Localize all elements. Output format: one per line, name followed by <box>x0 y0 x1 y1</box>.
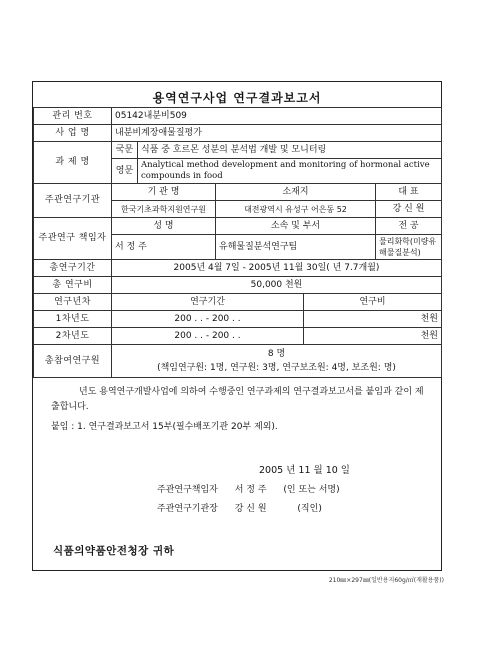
row-budget <box>34 277 442 294</box>
sign2-note: (직인) <box>297 504 322 514</box>
signature-institution <box>157 501 480 514</box>
institution-h-name: 기 관 명 <box>112 184 216 201</box>
years-label: 연구년차 <box>34 294 112 311</box>
institution-h-rep: 대 표 <box>376 184 442 201</box>
report-form <box>32 81 442 571</box>
project-value: 내분비계장애물질평가 <box>112 125 442 142</box>
row-researcher-head <box>34 218 442 235</box>
paper-spec-footer: 210㎜×297㎜(일반용지60g/㎡(재활용품)) <box>328 577 444 584</box>
budget-value: 50,000 천원 <box>112 277 442 294</box>
addressee: 식품의약품안전청장 귀하 <box>53 545 175 557</box>
year2-period: 200 . . - 200 . . <box>112 328 304 345</box>
row-staff <box>34 345 442 378</box>
task-label: 과 제 명 <box>34 142 112 184</box>
year2-label: 2차년도 <box>34 328 112 345</box>
sign1-note: (인 또는 서명) <box>283 485 340 495</box>
mgmt-no-label: 관리 번호 <box>34 108 112 125</box>
staff-detail: (책임연구원: 1명, 연구원: 3명, 연구보조원: 4명, 보조원: 명) <box>157 363 396 373</box>
institution-name: 한국기초과학지원연구원 <box>112 201 216 218</box>
sign2-role: 주관연구기관장 <box>157 504 218 514</box>
researcher-h-dept: 소속 및 부서 <box>216 218 376 235</box>
sign1-role: 주관연구책임자 <box>157 485 218 495</box>
row-mgmt-no <box>34 108 442 125</box>
staff-label: 총참여연구원 <box>34 345 112 378</box>
row-year-2 <box>34 328 442 345</box>
row-institution-head <box>34 184 442 201</box>
task-ko-value: 식품 중 호르몬 성분의 분석법 개발 및 모니터링 <box>138 142 442 159</box>
researcher-dept: 유해물질분석연구팀 <box>216 235 376 260</box>
row-years-head <box>34 294 442 311</box>
institution-rep: 강 신 원 <box>376 201 442 218</box>
sign2-name: 강 신 원 <box>234 504 267 514</box>
submission-paragraph: 년도 용역연구개발사업에 의하여 수행중인 연구과제의 연구결과보고서를 붙임과 같이 제출합니다. <box>51 387 424 412</box>
attachment-line: 붙임 : 1. 연구결과보고서 15부(필수배포기관 20부 제외). <box>51 422 278 432</box>
period-label: 총연구기간 <box>34 260 112 277</box>
report-date: 2005 년 11 월 10 일 <box>259 465 350 476</box>
institution-h-addr: 소재지 <box>216 184 376 201</box>
years-h-budget: 연구비 <box>304 294 442 311</box>
year1-period: 200 . . - 200 . . <box>112 311 304 328</box>
row-period <box>34 260 442 277</box>
year2-budget: 천원 <box>304 328 442 345</box>
year1-budget: 천원 <box>304 311 442 328</box>
form-table <box>33 107 442 378</box>
form-title: 용역연구사업 연구결과보고서 <box>152 91 322 105</box>
row-task-ko <box>34 142 442 159</box>
task-ko-label: 국문 <box>112 142 138 159</box>
institution-address: 대전광역시 유성구 어은동 52 <box>216 201 376 218</box>
researcher-major: 물리화학(미량유해물질분석) <box>376 235 442 260</box>
sign1-name: 서 정 주 <box>234 485 267 495</box>
staff-value <box>112 345 442 378</box>
years-h-period: 연구기간 <box>112 294 304 311</box>
project-label: 사 업 명 <box>34 125 112 142</box>
researcher-h-name: 성 명 <box>112 218 216 235</box>
row-year-1 <box>34 311 442 328</box>
institution-label: 주관연구기관 <box>34 184 112 218</box>
row-project <box>34 125 442 142</box>
researcher-name: 서 정 주 <box>112 235 216 260</box>
signature-researcher <box>157 482 480 495</box>
researcher-label: 주관연구 책임자 <box>34 218 112 260</box>
budget-label: 총 연구비 <box>34 277 112 294</box>
task-en-value: Analytical method development and monitoring of hormonal active compounds in food <box>138 159 442 184</box>
mgmt-no-value: 05142내분비509 <box>112 108 442 125</box>
researcher-h-major: 전 공 <box>376 218 442 235</box>
task-en-label: 영문 <box>112 159 138 184</box>
staff-count: 8 명 <box>267 349 286 359</box>
period-value: 2005년 4월 7일 - 2005년 11월 30일( 년 7.7개월) <box>112 260 442 277</box>
year1-label: 1차년도 <box>34 311 112 328</box>
